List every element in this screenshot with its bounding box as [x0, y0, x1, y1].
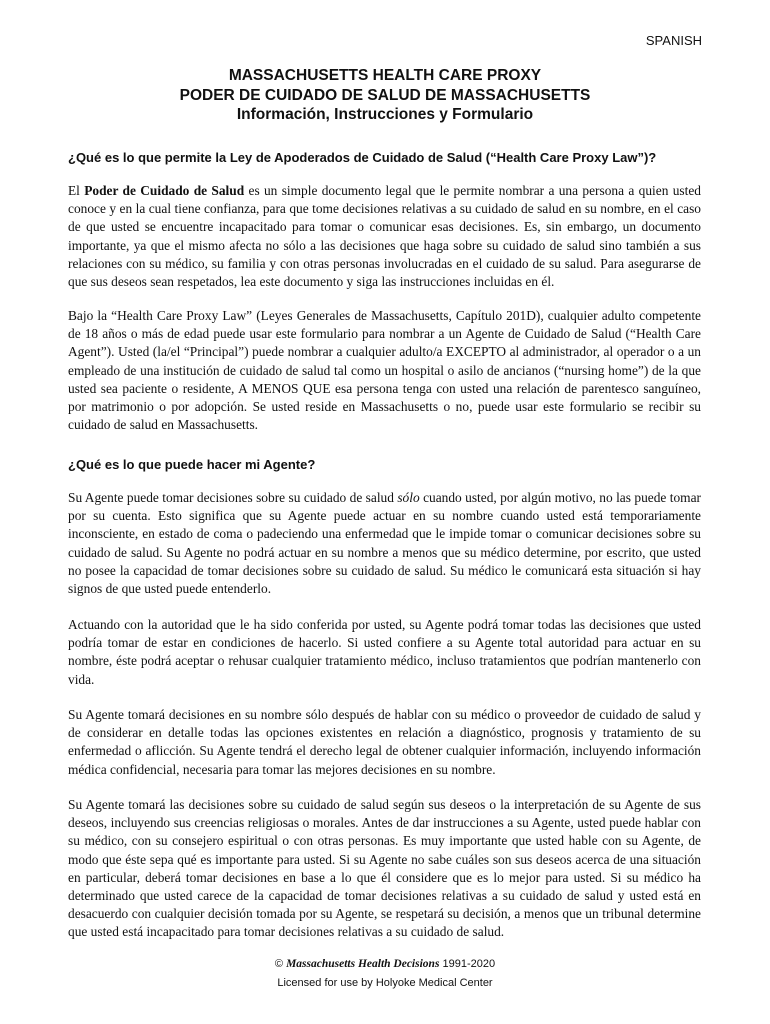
footer-license: Licensed for use by Holyoke Medical Center — [277, 977, 493, 989]
footer-org: Massachusetts Health Decisions — [286, 958, 440, 970]
section2-paragraph-2: Actuando con la autoridad que le ha sido conferida por usted, su Agente podrá tomar todas las decisiones que usted podría tomar de estar en condiciones de hacerlo. Si usted confiere a su Agente total autoridad para actuar en su nombre, éste podrá aceptar o rehusar cualquier tratamiento médico, incluso tratamientos que podrían mantenerlo con vida. — [68, 617, 701, 687]
title-spanish: PODER DE CUIDADO DE SALUD DE MASSACHUSETTS — [179, 86, 591, 104]
section1-question: ¿Qué es lo que permite la Ley de Apoderados de Cuidado de Salud (“Health Care Proxy Law”)? — [68, 150, 657, 165]
language-label: SPANISH — [645, 33, 702, 48]
s2p1-italic: sólo — [397, 490, 420, 505]
p1-pre: El — [68, 183, 85, 198]
footer-copyright — [0, 958, 770, 970]
section2-paragraph-3: Su Agente tomará decisiones en su nombre sólo después de hablar con su médico o proveedor de cuidado de salud y de considerar en detalle todas las opciones existentes en relación a diagnóstico, prognosis y tratamiento de su enfermedad o aflicción. Su Agente tendrá el derecho legal de obtener cualquier información, incluyendo información médica confidencial, necesaria para tomar las mejores decisiones en su nombre. — [68, 707, 701, 777]
section2-question: ¿Qué es lo que puede hacer mi Agente? — [68, 457, 316, 472]
title-english: MASSACHUSETTS HEALTH CARE PROXY — [228, 67, 542, 84]
subtitle: Información, Instrucciones y Formulario — [236, 106, 534, 123]
section1-paragraph-2: Bajo la “Health Care Proxy Law” (Leyes Generales de Massachusetts, Capítulo 201D), cualquier adulto competente de 18 años o más de edad puede usar este formulario para nombrar a un Agente de Cuidado de Salud (“Health Care Agent”). Usted (la/el “Principal”) puede nombrar a cualquier adulto/a EXCEPTO al administrador, al operador o a un empleado de una institución de cuidado de salud tal como un hospital o asilo de ancianos (“nursing home”) de la que usted sea paciente o residente, A MENOS QUE esa persona tenga con usted una relación de parentesco sanguíneo, por matrimonio o por adopción. Se usted reside en Massachusetts o no, puede usar este formulario se recibir su cuidado de salud en Massachusetts. — [68, 308, 701, 433]
section2-paragraph-1 — [68, 489, 701, 598]
document-header — [0, 66, 770, 125]
copyright-symbol: © — [274, 958, 283, 970]
s2p1-post: cuando usted, por algún motivo, no las puede tomar por su cuenta. Esto significa que su Agente puede actuar en su nombre cuando usted está temporariamente inconsciente, en estado de coma o padeciendo una enfermedad que le impide tomar o comunicar decisiones sobre su cuidado de salud. Su Agente no podrá actuar en su nombre a menos que su médico determine, por escrito, que usted no posee la capacidad de tomar decisiones sobre su cuidado de salud. Su médico le comunicará esta situación si hay signos de que usted puede entenderlo. — [68, 490, 701, 597]
s2p1-pre: Su Agente puede tomar decisiones sobre su cuidado de salud — [68, 490, 398, 505]
section2-paragraph-4: Su Agente tomará las decisiones sobre su cuidado de salud según sus deseos o la interpretación de su Agente de sus deseos, incluyendo sus creencias religiosas o morales. Antes de dar instrucciones a su Agente, usted puede hablar con su médico, con su consejero espiritual o con otras personas. Es muy importante que usted hable con su Agente, de modo que éste sepa qué es importante para usted. Si su Agente no sabe cuáles son sus deseos acerca de una situación en particular, deberá tomar decisiones en base a lo que él considere que es lo mejor para usted. Si su médico ha determinado que usted carece de la capacidad de tomar decisiones relativas a su cuidado de salud y usted está en desacuerdo con cualquier decisión tomada por su Agente, se respetará su decisión, a menos que un tribunal determine que usted está incapacitado para tomar decisiones relativas a su cuidado de salud. — [68, 797, 701, 940]
footer-years: 1991-2020 — [442, 958, 496, 970]
section1-paragraph-1 — [68, 182, 701, 291]
p1-bold-term: Poder de Cuidado de Salud — [84, 183, 245, 198]
p1-post: es un simple documento legal que le permite nombrar a una persona a quien usted conoce y en la cual tiene confianza, para que tome decisiones relativas a su cuidado de salud en su nombre, en el caso de que usted se encuentre incapacitado para tomar o comunicar esas decisiones. Es, sin embargo, un documento importante, ya que el mismo afecta no sólo a las decisiones que haga sobre su cuidado de salud sino también a sus relaciones con su médico, su familia y con otras personas involucradas en el cuidado de su salud. Para asegurarse de que sus deseos sean respetados, lea este documento y siga las instrucciones incluidas en él. — [68, 183, 701, 290]
